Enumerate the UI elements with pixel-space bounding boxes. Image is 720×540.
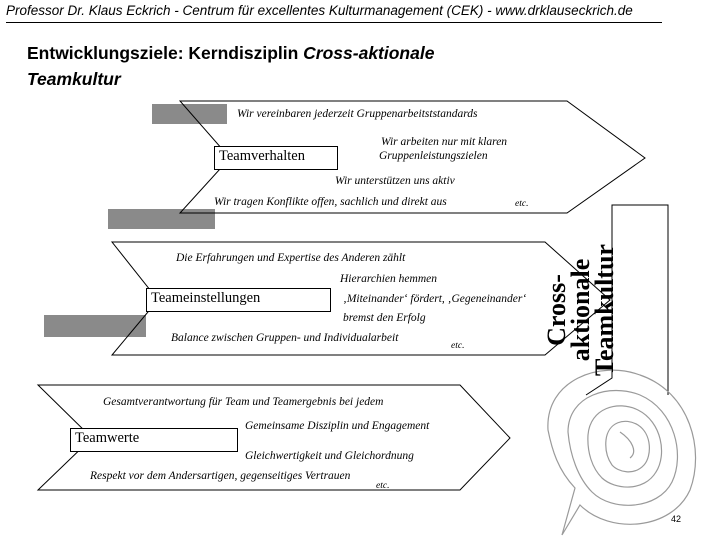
label-teameinstellungen: Teameinstellungen — [146, 288, 331, 312]
block2-line4: bremst den Erfolg — [343, 312, 426, 324]
block2-line1: Die Erfahrungen und Expertise des Anderen zählt — [176, 252, 406, 264]
block1-line2: Wir arbeiten nur mit klaren — [381, 136, 508, 148]
title-normal: Entwicklungsziele: Kerndisziplin — [27, 43, 304, 63]
page-number: 42 — [671, 514, 682, 524]
block2-etc: etc. — [451, 341, 465, 351]
shadow-bar-3 — [44, 315, 146, 337]
header-text: Professor Dr. Klaus Eckrich - Centrum für excellentes Kulturmanagement (CEK) - www.drklauseckrich.de — [6, 3, 633, 18]
title-italic: Cross-aktionale — [303, 43, 435, 63]
block3-etc: etc. — [376, 481, 390, 491]
block1-line5: Wir tragen Konflikte offen, sachlich und direkt aus — [214, 196, 447, 208]
label-teamverhalten: Teamverhalten — [214, 146, 338, 170]
block2-line2: Hierarchien hemmen — [340, 273, 437, 285]
block3-line4: Respekt vor dem Andersartigen, gegenseitiges Vertrauen — [90, 470, 351, 482]
block2-line3: ‚Miteinander‘ fördert, ‚Gegeneinander‘ — [343, 293, 527, 305]
block3-line2: Gemeinsame Disziplin und Engagement — [245, 420, 430, 432]
side-label — [542, 230, 619, 390]
shadow-bar-2 — [108, 209, 215, 229]
title-line2: Teamkultur — [27, 69, 121, 89]
side-label-line1: Cross-aktionale — [542, 258, 595, 362]
block3-line3: Gleichwertigkeit und Gleichordnung — [245, 450, 414, 462]
block1-line4: Wir unterstützen uns aktiv — [335, 175, 455, 187]
block1-line1: Wir vereinbaren jederzeit Gruppenarbeitststandards — [237, 108, 478, 120]
spiral-decoration — [548, 370, 696, 535]
block3-line1: Gesamtverantwortung für Team und Teamergebnis bei jedem — [103, 396, 384, 408]
block1-etc: etc. — [515, 199, 529, 209]
block2-line5: Balance zwischen Gruppen- und Individualarbeit — [171, 332, 399, 344]
side-label-line2: Teamkultur — [590, 244, 619, 376]
shadow-bar-1 — [152, 104, 227, 124]
block1-line3: Gruppenleistungszielen — [379, 150, 488, 162]
label-teamwerte: Teamwerte — [70, 428, 238, 452]
